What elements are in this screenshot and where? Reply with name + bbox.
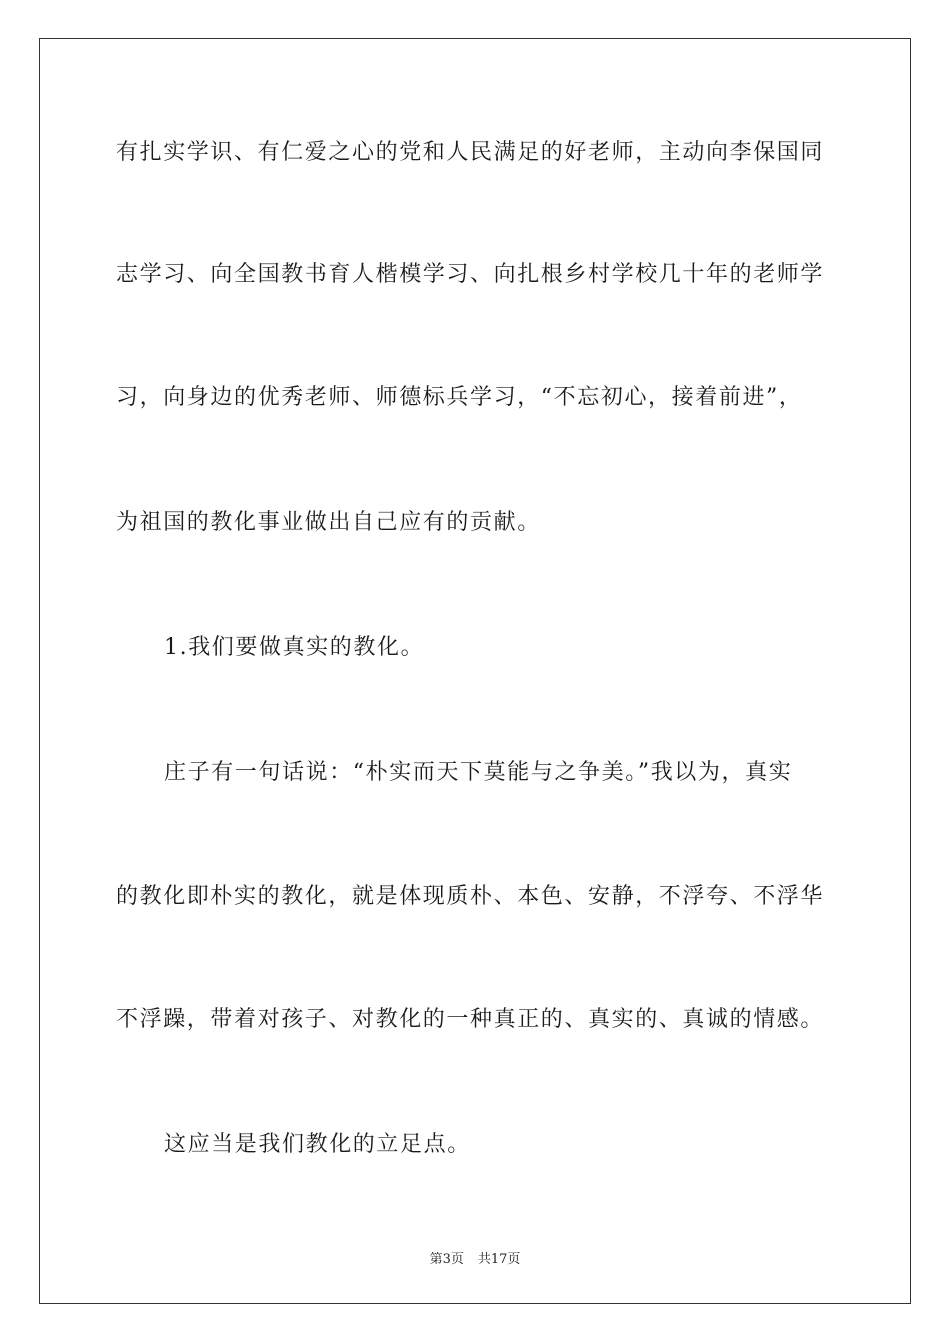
paragraph-line: 的教化即朴实的教化，就是体现质朴、本色、安静，不浮夸、不浮华 [116,884,825,909]
paragraph-line: 这应当是我们教化的立足点。 [164,1132,471,1157]
paragraph-line: 庄子有一句话说：“朴实而天下莫能与之争美。”我以为，真实 [164,760,793,785]
page-border [39,38,911,1304]
paragraph-line: 习，向身边的优秀老师、师德标兵学习，“不忘初心，接着前进”， [116,385,803,410]
paragraph-line: 有扎实学识、有仁爱之心的党和人民满足的好老师，主动向李保国同 [116,140,825,165]
paragraph-line: 志学习、向全国教书育人楷模学习、向扎根乡村学校几十年的老师学 [116,262,825,287]
paragraph-line: 不浮躁，带着对孩子、对教化的一种真正的、真实的、真诚的情感。 [116,1007,825,1032]
total-pages: 共17页 [477,1252,521,1267]
list-item-heading: 1.我们要做真实的教化。 [164,635,425,660]
page-number: 第3页 [429,1252,464,1267]
paragraph-line: 为祖国的教化事业做出自己应有的贡献。 [116,510,541,535]
page-footer [0,1248,950,1267]
